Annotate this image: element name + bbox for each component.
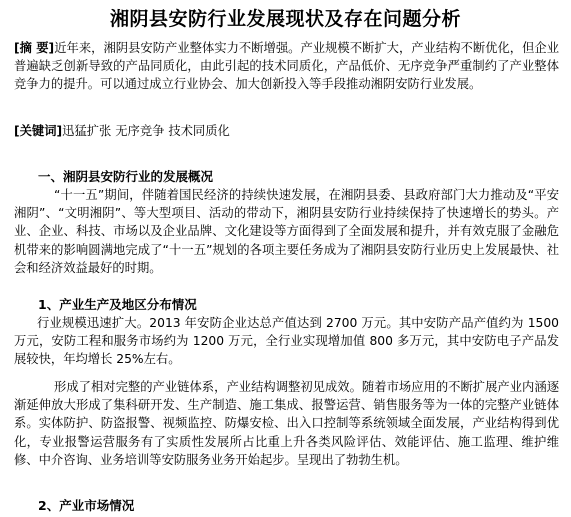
section-heading-1: 一、湘阴县安防行业的发展概况 [38,169,214,184]
subsection-1-paragraph-1: 行业规模迅速扩大。2013 年安防企业达总产值达到 2700 万元。其中安防产品产值约为 1500 万元，安防工程和服务市场约为 1200 万元，全行业实现增加值 800 多万元，其中安防电子产品发展较快，年均增长 25%左右。 [14,316,559,367]
keywords-line [14,122,559,140]
subsection-heading-1: 1、产业生产及地区分布情况 [38,297,197,312]
keywords-label: [关键词] [14,124,63,138]
abstract-label: [摘 要] [14,41,55,55]
abstract-text: 近年来，湘阴县安防产业整体实力不断增强。产业规模不断扩大，产业结构不断优化，但企业普遍缺乏创新导致的产品同质化，由此引起的技术同质化，产品低价、无序竞争严重制约了产业整体竞争力的提升。可以通过成立行业协会、加大创新投入等手段推动湘阴安防行业发展。 [14,41,559,92]
section-1-paragraph: “十一五”期间，伴随着国民经济的持续快速发展，在湘阴县委、县政府部门大力推动及“平安湘阴”、“文明湘阴”、等大型项目、活动的带动下，湘阴县安防行业持续保持了快速增长的势头。产业、企业、科技、市场以及企业品牌、文化建设等方面得到了全面发展和提升，并有效克服了金融危机带来的影响圆满地完成了“十一五”规划的各项主要任务成为了湘阴县安防行业历史上发展最快、社会和经济效益最好的时期。 [14,188,559,275]
document-title: 湘阴县安防行业发展现状及存在问题分析 [109,8,461,30]
subsection-heading-2: 2、产业市场情况 [38,498,135,513]
keywords-text: 迅猛扩张 无序竞争 技术同质化 [62,124,230,138]
subsection-1-paragraph-2: 形成了相对完整的产业链体系，产业结构调整初见成效。随着市场应用的不断扩展产业内涵逐渐延伸放大形成了集科研开发、生产制造、施工集成、报警运营、销售服务等为一体的完整产业链体系。实体防护、防盗报警、视频监控、防爆安检、出入口控制等系统领域全面发展，产业结构得到优化，专业报警运营服务有了实质性发展所占比重上升各类风险评估、效能评估、施工监理、维护维修、中介咨询、业务培训等安防服务业务开始起步。呈现出了勃勃生机。 [14,380,559,467]
abstract-paragraph [14,39,559,94]
